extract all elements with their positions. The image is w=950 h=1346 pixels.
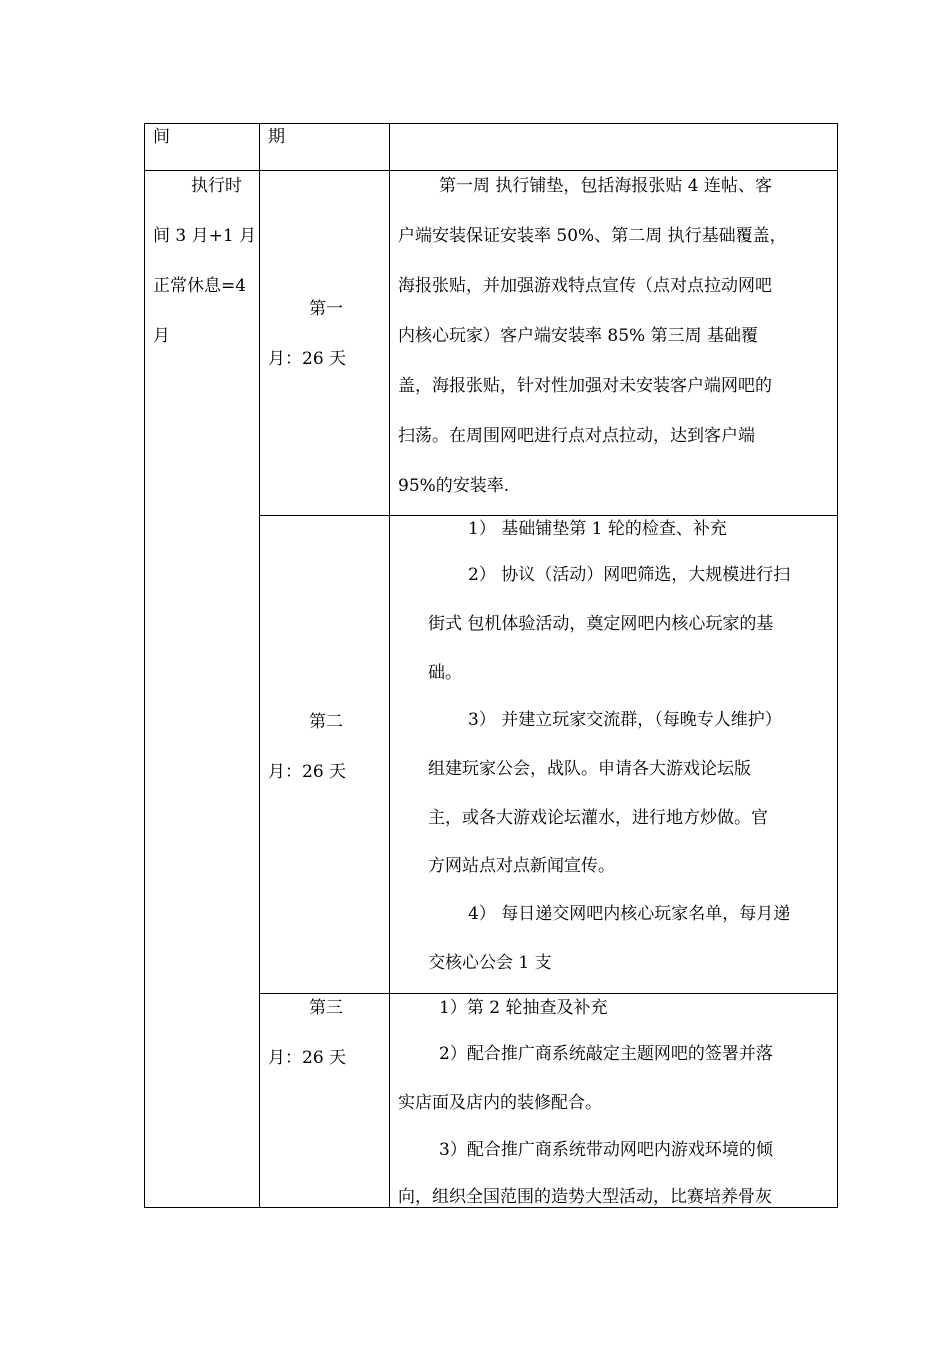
row-divider-header bbox=[144, 170, 838, 171]
content-line: 内核心玩家）客户端安装率 85% 第三周 基础覆 bbox=[398, 326, 758, 346]
content-line: 础。 bbox=[428, 663, 462, 683]
table-border-left bbox=[144, 123, 145, 1208]
content-line: 户端安装保证安装率 50%、第二周 执行基础覆盖， bbox=[398, 226, 787, 246]
column-divider-2 bbox=[389, 123, 390, 1208]
content-line: 交核心公会 1 支 bbox=[428, 953, 552, 973]
header-cell-1: 间 bbox=[153, 127, 170, 147]
content-line: 实店面及店内的装修配合。 bbox=[398, 1093, 602, 1113]
period-label: 第二 bbox=[309, 712, 343, 732]
content-line: 1）第 2 轮抽查及补充 bbox=[439, 998, 608, 1018]
content-line: 95%的安装率. bbox=[398, 476, 510, 496]
content-line: 第一周 执行铺垫，包括海报张贴 4 连帖、客 bbox=[439, 176, 773, 196]
content-line: 向，组织全国范围的造势大型活动，比赛培养骨灰 bbox=[398, 1187, 772, 1207]
exec-time-line: 间 3 月+1 月 bbox=[153, 226, 257, 246]
content-line: 2） 协议（活动）网吧筛选，大规模进行扫 bbox=[468, 565, 791, 585]
content-line: 主，或各大游戏论坛灌水，进行地方炒做。官 bbox=[428, 808, 768, 828]
exec-time-line: 正常休息=4 bbox=[153, 276, 247, 296]
period-label: 第三 bbox=[309, 998, 343, 1018]
content-line: 组建玩家公会，战队。申请各大游戏论坛版 bbox=[428, 759, 751, 779]
content-line: 2）配合推广商系统敲定主题网吧的签署并落 bbox=[439, 1044, 773, 1064]
content-line: 3）配合推广商系统带动网吧内游戏环境的倾 bbox=[439, 1140, 773, 1160]
content-line: 盖，海报张贴，针对性加强对未安装客户端网吧的 bbox=[398, 376, 772, 396]
content-line: 街式 包机体验活动，奠定网吧内核心玩家的基 bbox=[428, 614, 774, 634]
table-border-top bbox=[144, 123, 838, 124]
column-divider-1 bbox=[259, 123, 260, 1208]
content-line: 方网站点对点新闻宣传。 bbox=[428, 856, 615, 876]
content-line: 扫荡。在周围网吧进行点对点拉动，达到客户端 bbox=[398, 426, 755, 446]
row-divider-2 bbox=[259, 993, 838, 994]
content-line: 3） 并建立玩家交流群，（每晚专人维护） bbox=[468, 710, 782, 730]
row-divider-1 bbox=[259, 515, 838, 516]
period-label: 月：26 天 bbox=[268, 1048, 347, 1068]
content-line: 4） 每日递交网吧内核心玩家名单，每月递 bbox=[468, 904, 791, 924]
exec-time-line: 月 bbox=[153, 326, 170, 346]
content-line: 海报张贴，并加强游戏特点宣传（点对点拉动网吧 bbox=[398, 276, 772, 296]
table-border-right bbox=[837, 123, 838, 1208]
table-border-bottom bbox=[144, 1207, 838, 1208]
exec-time-line: 执行时 bbox=[191, 176, 242, 196]
header-cell-2: 期 bbox=[268, 127, 285, 147]
content-line: 1） 基础铺垫第 1 轮的检查、补充 bbox=[468, 519, 727, 539]
period-label: 月：26 天 bbox=[268, 349, 347, 369]
period-label: 月：26 天 bbox=[268, 762, 347, 782]
period-label: 第一 bbox=[309, 299, 343, 319]
